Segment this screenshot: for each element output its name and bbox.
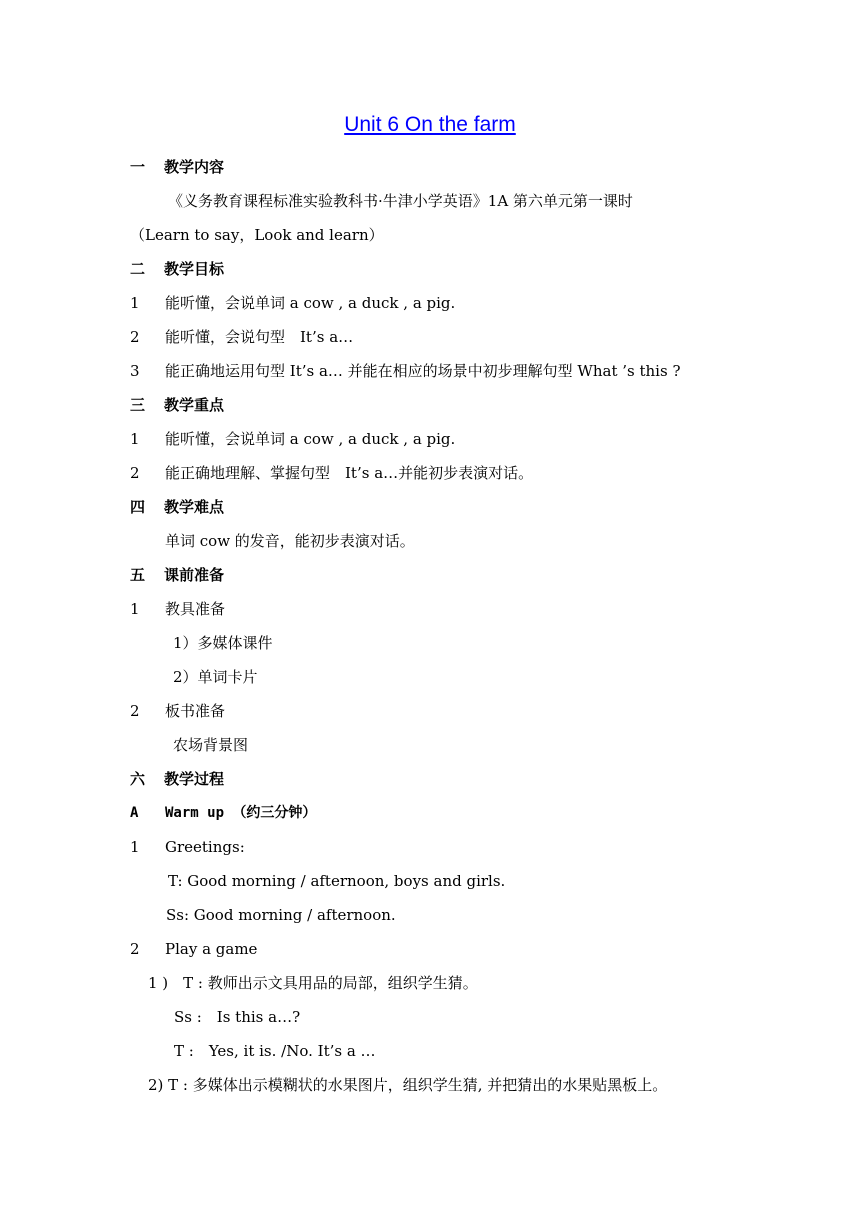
step-letter: A xyxy=(130,805,139,821)
dialogue-line: Ss: Good morning / afternoon. xyxy=(166,906,396,924)
list-item xyxy=(130,429,456,449)
sub-item: 1 ) T : 教师出示文具用品的局部，组织学生猜。 xyxy=(148,974,478,992)
list-item xyxy=(130,837,245,857)
item-text: 能听懂，会说单词 a cow , a duck , a pig. xyxy=(165,430,456,448)
step-title: Warm up （约三分钟） xyxy=(165,805,317,821)
section-title: 教学重点 xyxy=(164,396,225,414)
paragraph: 《义务教育课程标准实验教科书·牛津小学英语》1A 第六单元第一课时 xyxy=(168,192,633,210)
list-item xyxy=(130,327,354,347)
item-number: 2 xyxy=(130,702,140,720)
page-title: Unit 6 On the farm xyxy=(344,113,516,136)
list-item xyxy=(130,599,226,619)
item-text: Play a game xyxy=(165,940,258,958)
section-1-heading xyxy=(130,157,224,177)
section-number: 六 xyxy=(130,770,146,788)
item-number: 2 xyxy=(130,464,140,482)
item-text: 能正确地运用句型 It’s a… 并能在相应的场景中初步理解句型 What ’s this ? xyxy=(165,362,681,380)
item-number: 2 xyxy=(130,940,140,958)
list-item xyxy=(130,463,534,483)
section-number: 一 xyxy=(130,158,146,176)
section-number: 五 xyxy=(130,566,146,584)
item-number: 1 xyxy=(130,600,140,618)
section-3-heading xyxy=(130,395,224,415)
list-item xyxy=(130,361,681,381)
item-number: 3 xyxy=(130,362,140,380)
sub-item: 2）单词卡片 xyxy=(173,668,258,686)
section-title: 教学内容 xyxy=(164,158,225,176)
section-title: 教学过程 xyxy=(164,770,225,788)
section-4-heading xyxy=(130,497,224,517)
item-number: 2 xyxy=(130,328,140,346)
item-text: 能听懂，会说句型 It’s a… xyxy=(165,328,354,346)
section-title: 教学难点 xyxy=(164,498,225,516)
step-a-heading xyxy=(130,803,317,823)
paragraph: （Learn to say，Look and learn） xyxy=(130,226,384,244)
list-item xyxy=(130,939,258,959)
dialogue-line: T : Yes, it is. /No. It’s a … xyxy=(174,1042,376,1060)
item-text: Greetings: xyxy=(165,838,245,856)
dialogue-line: Ss : Is this a…? xyxy=(174,1008,301,1026)
section-number: 四 xyxy=(130,498,146,516)
section-number: 三 xyxy=(130,396,146,414)
dialogue-line: T: Good morning / afternoon, boys and girls. xyxy=(168,872,506,890)
section-title: 教学目标 xyxy=(164,260,225,278)
sub-item: 1）多媒体课件 xyxy=(173,634,273,652)
list-item xyxy=(130,293,456,313)
item-number: 1 xyxy=(130,838,140,856)
section-6-heading xyxy=(130,769,224,789)
section-title: 课前准备 xyxy=(164,566,225,584)
item-text: 板书准备 xyxy=(165,702,226,720)
sub-item: 2) T : 多媒体出示模糊状的水果图片，组织学生猜, 并把猜出的水果贴黑板上。 xyxy=(148,1076,668,1094)
paragraph: 单词 cow 的发音，能初步表演对话。 xyxy=(165,532,415,550)
section-number: 二 xyxy=(130,260,146,278)
section-2-heading xyxy=(130,259,224,279)
item-number: 1 xyxy=(130,294,140,312)
item-number: 1 xyxy=(130,430,140,448)
section-5-heading xyxy=(130,565,224,585)
list-item xyxy=(130,701,226,721)
item-text: 能听懂，会说单词 a cow , a duck , a pig. xyxy=(165,294,456,312)
item-text: 教具准备 xyxy=(165,600,226,618)
sub-item: 农场背景图 xyxy=(173,736,249,754)
item-text: 能正确地理解、掌握句型 It’s a…并能初步表演对话。 xyxy=(165,464,534,482)
